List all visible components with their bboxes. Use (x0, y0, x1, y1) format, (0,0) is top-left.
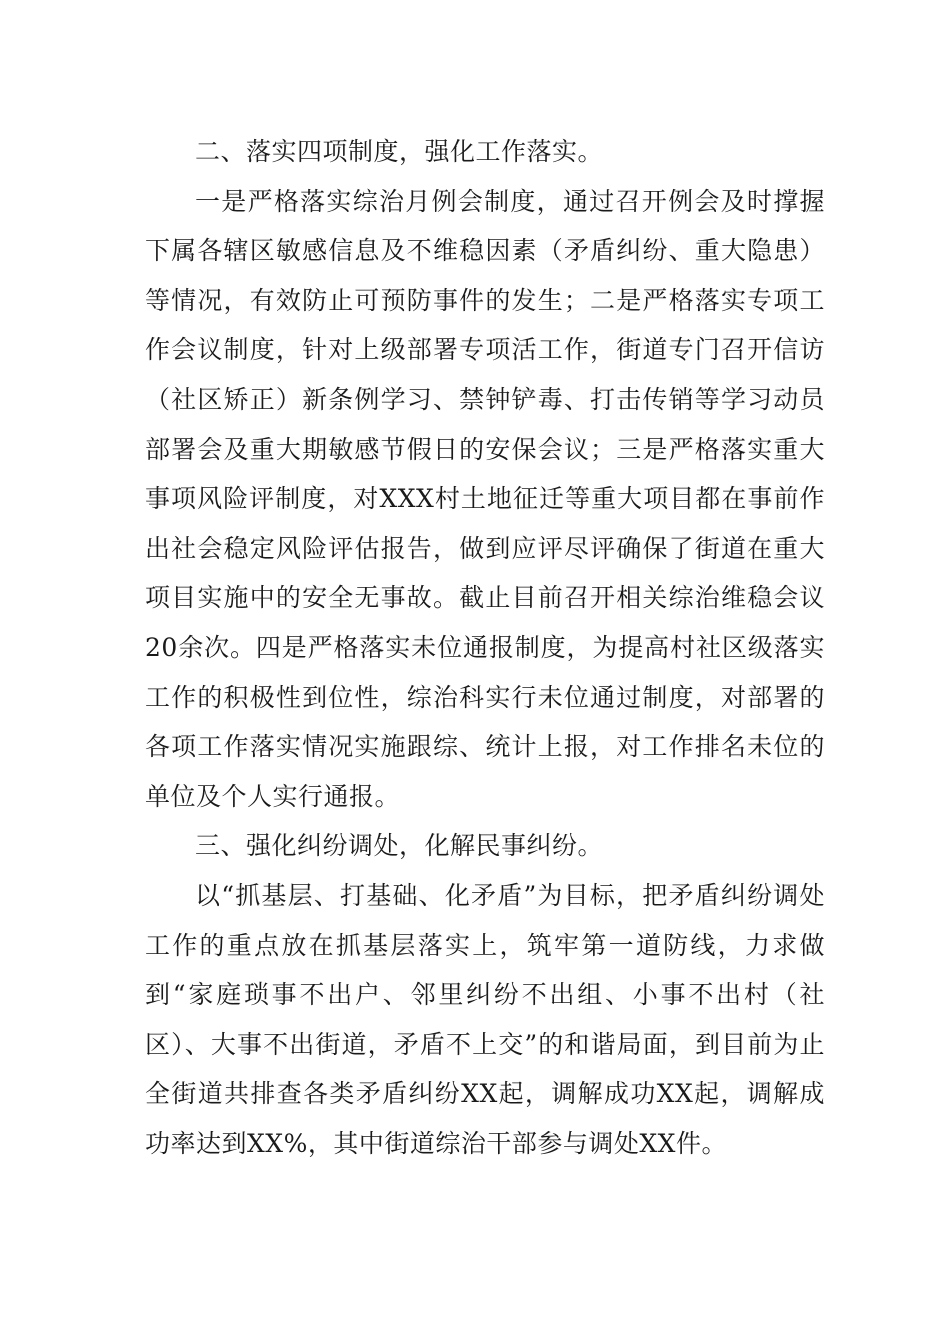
section-paragraph-three: 以“抓基层、打基础、化矛盾”为目标，把矛盾纠纷调处工作的重点放在抓基层落实上，筑牢第一道防线，力求做到“家庭琐事不出户、邻里纠纷不出组、小事不出村（社区）、大事不出街道，矛盾不上交”的和谐局面，到目前为止全街道共排查各类矛盾纠纷XX起，调解成功XX起，调解成功率达到XX%，其中街道综治干部参与调处XX件。 (145, 880, 825, 1158)
section-paragraph-two: 一是严格落实综治月例会制度，通过召开例会及时撑握下属各辖区敏感信息及不维稳因素（矛盾纠纷、重大隐患）等情况，有效防止可预防事件的发生；二是严格落实专项工作会议制度，针对上级部署专项活工作，街道专门召开信访（社区矫正）新条例学习、禁钟铲毒、打击传销等学习动员部署会及重大期敏感节假日的安保会议；三是严格落实重大事项风险评制度，对XXX村土地征迁等重大项目都在事前作出社会稳定风险评估报告，做到应评尽评确保了街道在重大项目实施中的安全无事故。截止目前召开相关综治维稳会议20余次。四是严格落实未位通报制度，为提高村社区级落实工作的积极性到位性，综治科实行未位通过制度，对部署的各项工作落实情况实施跟综、统计上报，对工作排名未位的单位及个人实行通报。 (145, 186, 825, 811)
document-body (145, 127, 825, 1168)
section-heading-two: 二、落实四项制度，强化工作落实。 (195, 137, 604, 166)
section-heading-three: 三、强化纠纷调处，化解民事纠纷。 (195, 831, 604, 861)
